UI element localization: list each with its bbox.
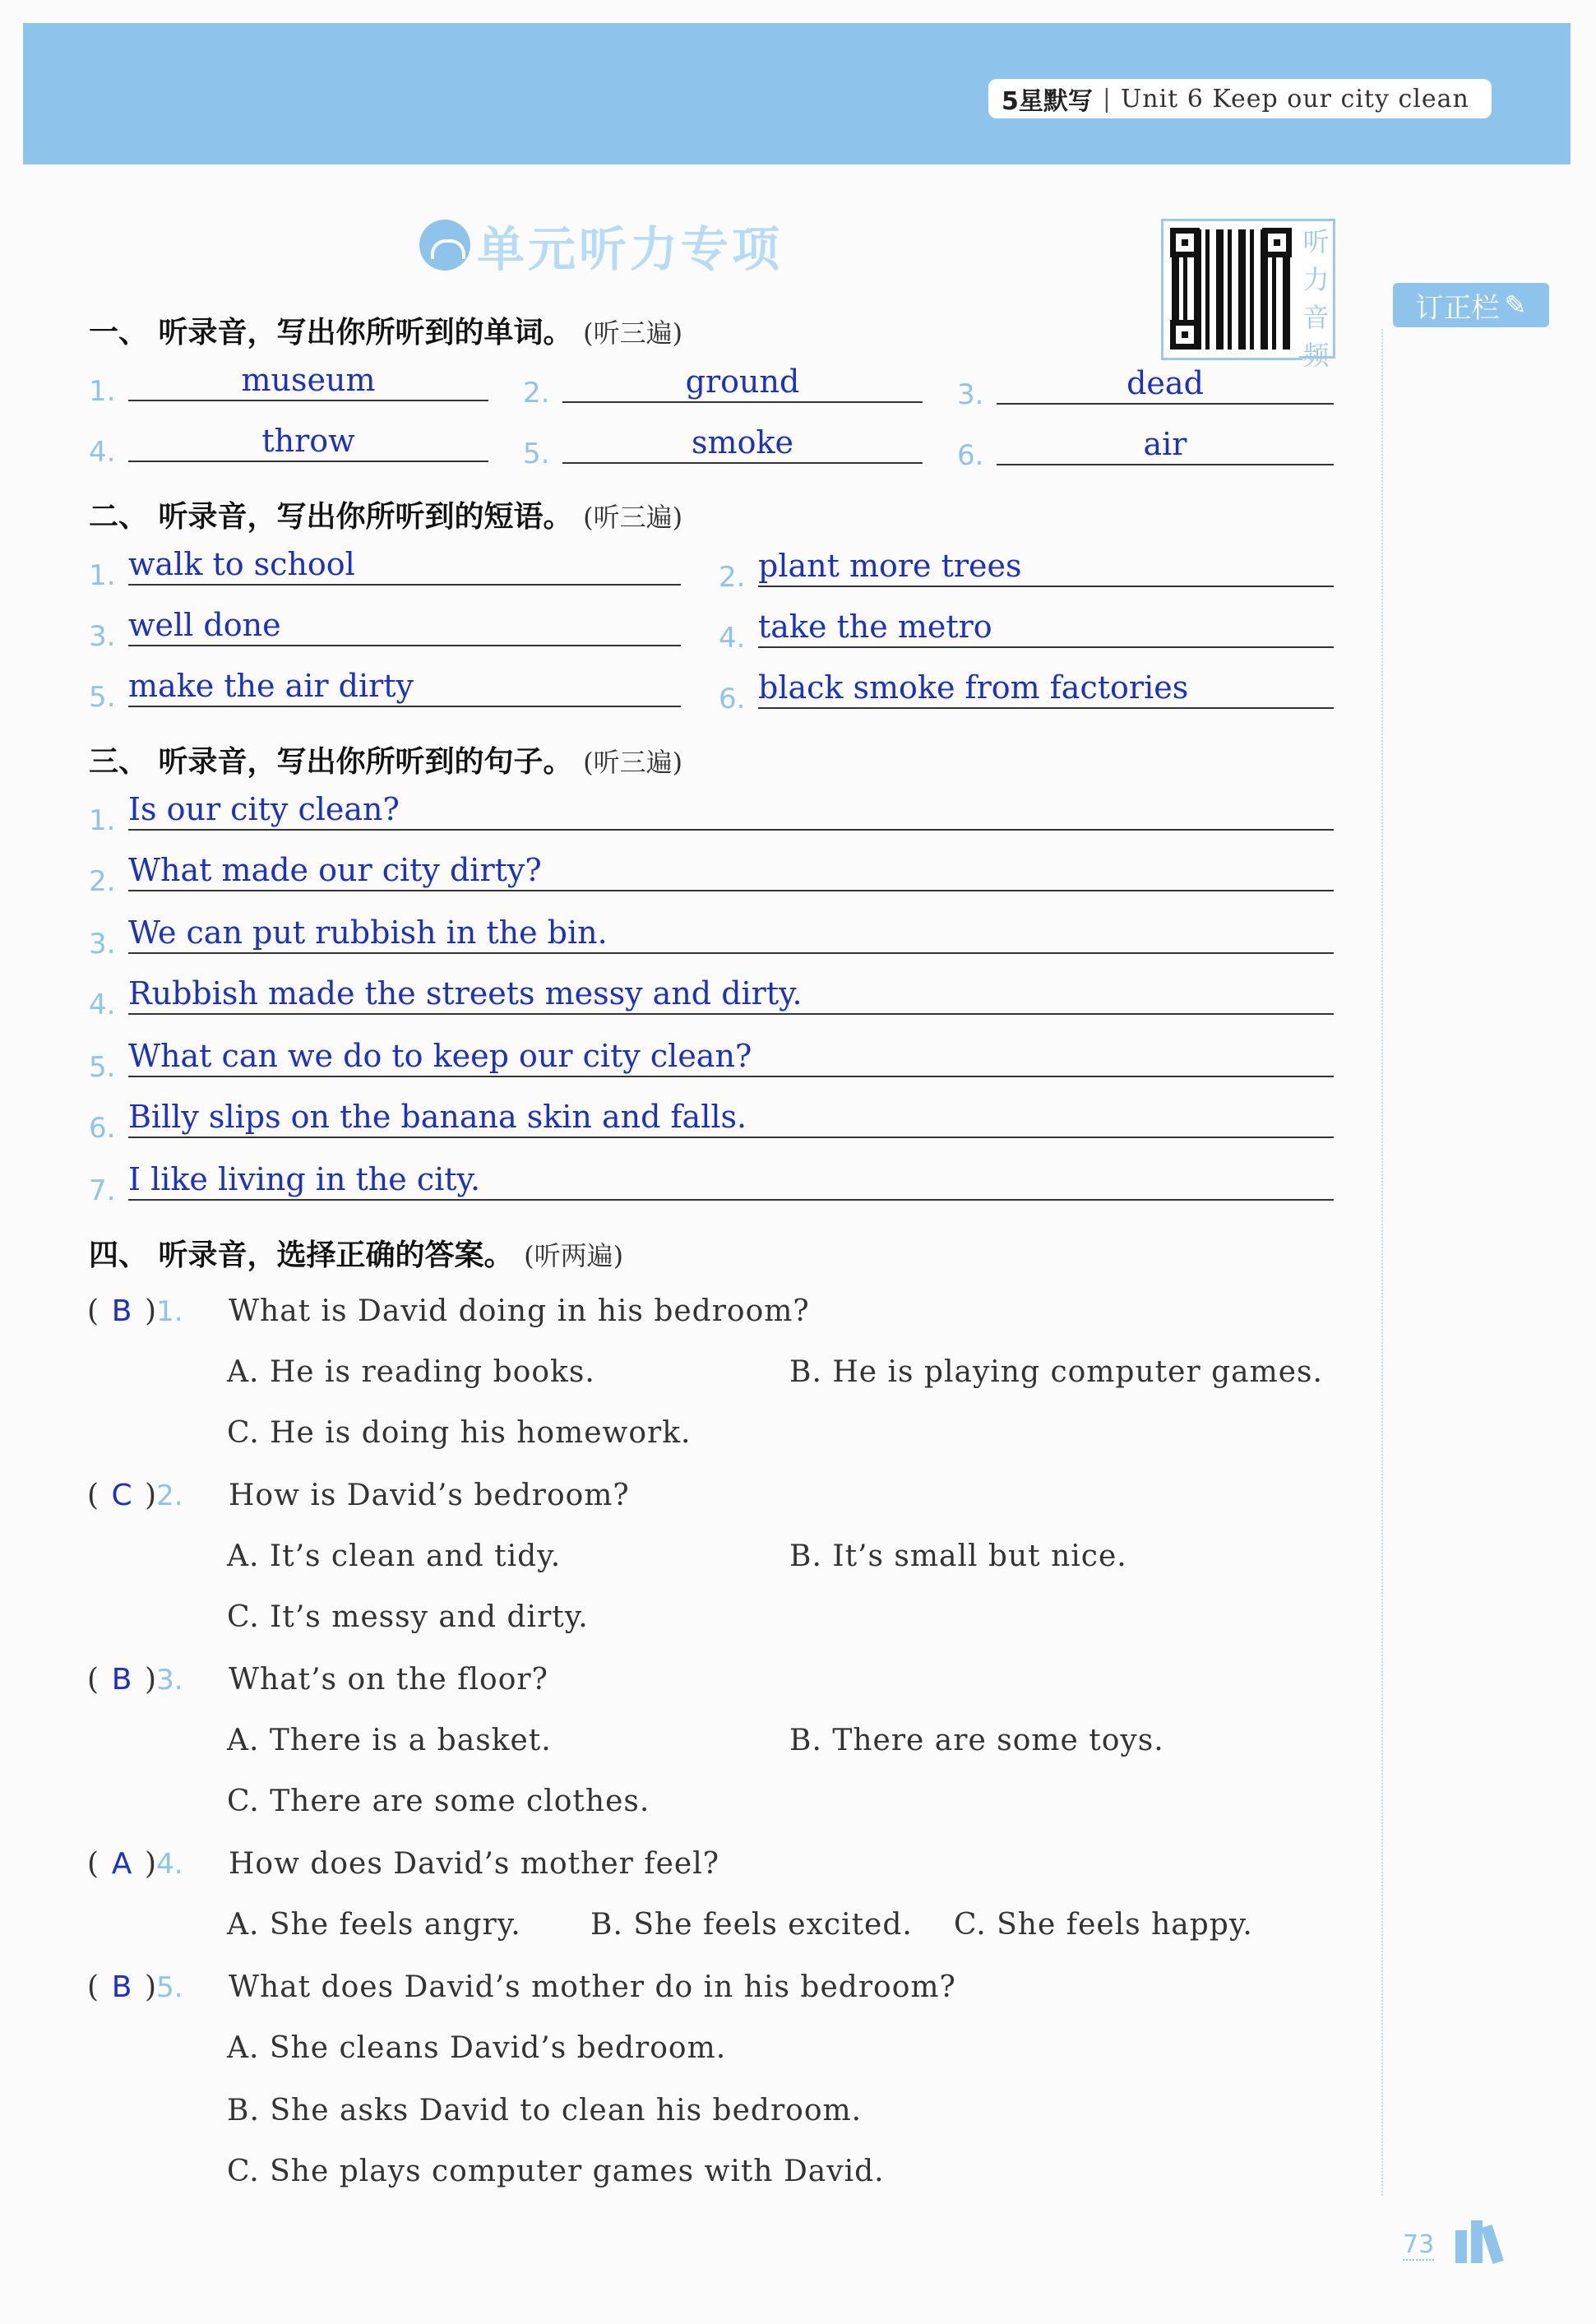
- phrase-answer-5[interactable]: make the air dirty: [128, 666, 681, 707]
- sentence-answer-5[interactable]: What can we do to keep our city clean?: [128, 1036, 1334, 1077]
- option-a[interactable]: A. She feels angry.: [227, 1908, 521, 1942]
- qr-finder-icon: [1262, 228, 1292, 257]
- option-c[interactable]: C. He is doing his homework.: [227, 1416, 692, 1450]
- question-number: 2.: [156, 1479, 183, 1512]
- mc-answer: B: [111, 1294, 132, 1328]
- item-number: 2.: [719, 561, 746, 594]
- qr-label-char: 力: [1302, 264, 1330, 295]
- sentence-answer-3[interactable]: We can put rubbish in the bin.: [128, 913, 1334, 954]
- section3-note: (听三遍): [583, 747, 683, 778]
- section4-heading: [89, 1232, 623, 1274]
- mc-answer: B: [111, 1970, 132, 2004]
- unit-badge: [988, 79, 1492, 118]
- question-number: 1.: [156, 1295, 183, 1328]
- question-number: 5.: [156, 1971, 183, 2004]
- question-number: 3.: [156, 1664, 183, 1697]
- section1-heading-text: 一、 听录音，写出你所听到的单词。: [89, 316, 573, 350]
- mc-answer-box-4[interactable]: ( A )4.: [87, 1847, 183, 1881]
- mc-answer-box-1[interactable]: ( B )1.: [87, 1294, 183, 1328]
- word-answer-5[interactable]: smoke: [562, 423, 923, 464]
- qr-code[interactable]: [1161, 219, 1302, 360]
- page-title: [419, 212, 783, 278]
- item-number: 2.: [523, 377, 550, 410]
- item-number: 6.: [719, 683, 746, 715]
- question-text: What is David doing in his bedroom?: [229, 1294, 810, 1328]
- books-icon: [1455, 2220, 1502, 2263]
- option-b[interactable]: B. She feels excited.: [590, 1908, 913, 1942]
- word-answer-1[interactable]: museum: [128, 360, 488, 401]
- phrase-answer-6[interactable]: black smoke from factories: [758, 668, 1334, 709]
- section3-heading: [89, 738, 682, 780]
- item-number: 6.: [957, 439, 984, 472]
- brand-label: 5星默写: [1002, 87, 1093, 116]
- correction-column-tag: [1393, 283, 1549, 327]
- item-number: 3.: [89, 928, 116, 961]
- section1-note: (听三遍): [583, 317, 683, 349]
- item-number: 7.: [89, 1174, 116, 1207]
- phrase-answer-4[interactable]: take the metro: [758, 607, 1334, 648]
- section4-heading-text: 四、 听录音，选择正确的答案。: [89, 1238, 514, 1272]
- mc-answer: C: [111, 1479, 132, 1512]
- mc-answer-box-3[interactable]: ( B )3.: [87, 1663, 183, 1697]
- pencil-icon: ✎: [1504, 289, 1527, 321]
- page-title-text: 单元听力专项: [477, 221, 784, 277]
- phrase-answer-1[interactable]: walk to school: [128, 544, 681, 586]
- qr-label-char: 听: [1302, 226, 1330, 257]
- sentence-answer-2[interactable]: What made our city dirty?: [128, 850, 1334, 891]
- option-c[interactable]: C. There are some clothes.: [227, 1785, 650, 1818]
- option-b[interactable]: B. She asks David to clean his bedroom.: [227, 2094, 863, 2127]
- mc-answer-box-5[interactable]: ( B )5.: [87, 1970, 183, 2004]
- headphones-icon: [419, 220, 470, 271]
- option-a[interactable]: A. There is a basket.: [227, 1724, 552, 1757]
- word-answer-6[interactable]: air: [997, 424, 1334, 465]
- item-number: 1.: [89, 559, 116, 592]
- qr-label-char: 频: [1302, 340, 1330, 371]
- sentence-answer-7[interactable]: I like living in the city.: [128, 1160, 1334, 1201]
- question-number: 4.: [156, 1848, 183, 1881]
- item-number: 5.: [89, 1051, 116, 1084]
- question-text: What does David’s mother do in his bedroom?: [229, 1970, 956, 2004]
- option-c[interactable]: C. She feels happy.: [954, 1908, 1253, 1942]
- sentence-answer-4[interactable]: Rubbish made the streets messy and dirty.: [128, 974, 1334, 1015]
- word-answer-4[interactable]: throw: [128, 421, 488, 462]
- qr-finder-icon: [1170, 228, 1200, 257]
- phrase-answer-3[interactable]: well done: [128, 605, 681, 646]
- word-answer-2[interactable]: ground: [562, 362, 923, 403]
- item-number: 1.: [89, 375, 116, 408]
- mc-answer: B: [111, 1663, 132, 1697]
- qr-label-char: 音: [1302, 302, 1330, 333]
- option-b[interactable]: B. He is playing computer games.: [789, 1355, 1323, 1389]
- qr-finder-icon: [1170, 320, 1200, 350]
- badge-separator: |: [1102, 84, 1111, 113]
- phrase-answer-2[interactable]: plant more trees: [758, 546, 1334, 587]
- option-b[interactable]: B. There are some toys.: [789, 1724, 1164, 1757]
- item-number: 4.: [89, 988, 116, 1021]
- correction-column-label: 订正栏: [1415, 291, 1500, 325]
- mc-answer: A: [111, 1847, 132, 1881]
- word-answer-3[interactable]: dead: [997, 363, 1334, 405]
- section2-heading-text: 二、 听录音，写出你所听到的短语。: [89, 500, 573, 534]
- option-c[interactable]: C. It’s messy and dirty.: [227, 1600, 589, 1634]
- item-number: 1.: [89, 804, 116, 837]
- option-c[interactable]: C. She plays computer games with David.: [227, 2155, 885, 2188]
- item-number: 3.: [89, 620, 116, 653]
- section2-heading: [89, 493, 682, 535]
- option-a[interactable]: A. It’s clean and tidy.: [227, 1539, 562, 1573]
- page-number: 73: [1403, 2230, 1435, 2259]
- item-number: 3.: [957, 378, 984, 411]
- section1-heading: [89, 309, 682, 351]
- item-number: 5.: [89, 681, 116, 714]
- question-text: How does David’s mother feel?: [229, 1847, 720, 1881]
- sentence-answer-6[interactable]: Billy slips on the banana skin and falls.: [128, 1097, 1334, 1138]
- option-a[interactable]: A. She cleans David’s bedroom.: [227, 2031, 727, 2065]
- unit-title: Unit 6 Keep our city clean: [1120, 84, 1469, 113]
- question-text: What’s on the floor?: [229, 1663, 548, 1697]
- section4-note: (听两遍): [524, 1240, 624, 1271]
- item-number: 2.: [89, 865, 116, 898]
- question-text: How is David’s bedroom?: [229, 1479, 630, 1512]
- mc-answer-box-2[interactable]: ( C )2.: [87, 1479, 183, 1512]
- item-number: 6.: [89, 1112, 116, 1145]
- section2-note: (听三遍): [583, 502, 683, 533]
- correction-column-divider: [1381, 329, 1383, 2196]
- sentence-answer-1[interactable]: Is our city clean?: [128, 789, 1334, 831]
- item-number: 5.: [523, 437, 550, 470]
- section3-heading-text: 三、 听录音，写出你所听到的句子。: [89, 745, 573, 779]
- option-a[interactable]: A. He is reading books.: [227, 1355, 595, 1389]
- qr-label: [1299, 219, 1335, 371]
- item-number: 4.: [719, 622, 746, 655]
- item-number: 4.: [89, 436, 116, 469]
- option-b[interactable]: B. It’s small but nice.: [789, 1539, 1127, 1573]
